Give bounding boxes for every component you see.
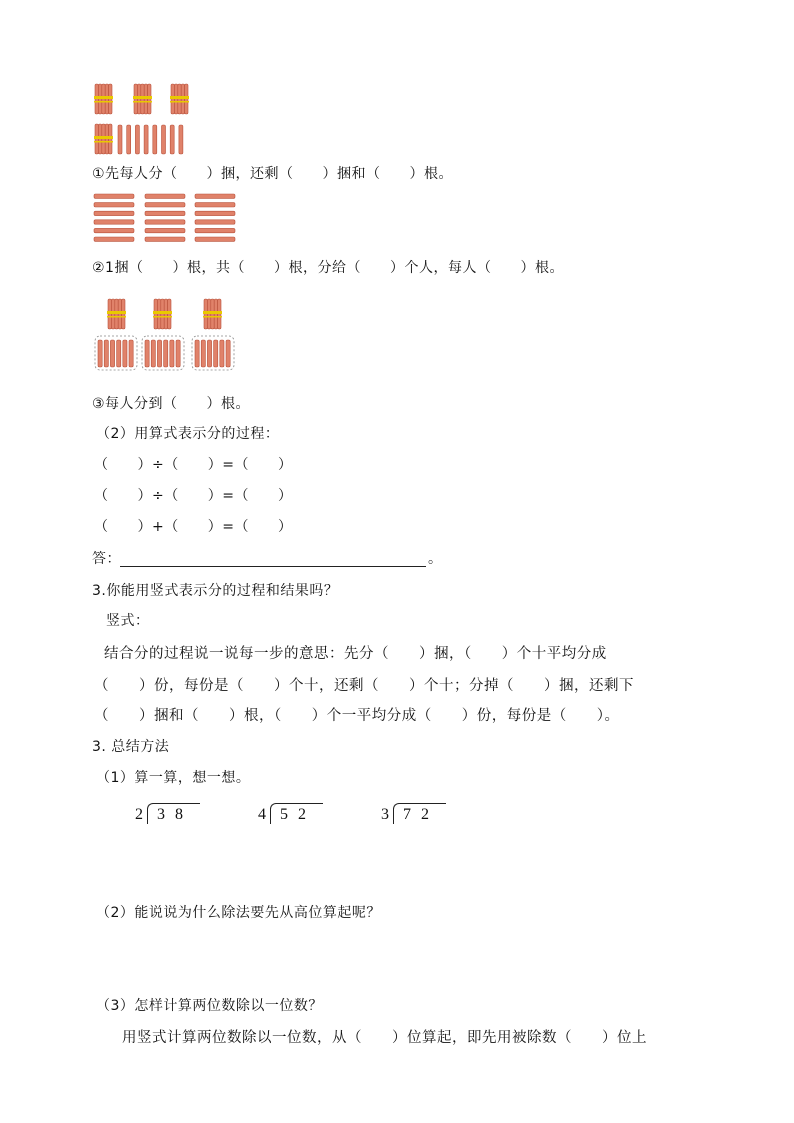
sub-question-2: （2）能说说为什么除法要先从高位算起呢？ xyxy=(96,905,381,921)
dividend: 7 2 xyxy=(403,806,432,823)
division-1 xyxy=(135,806,186,824)
grouped-stick xyxy=(195,340,199,367)
grouped-stick xyxy=(117,340,121,367)
question-3: ③每人分到（ ）根。 xyxy=(92,396,251,412)
equation-3: （ ）+（ ）=（ ） xyxy=(94,519,293,535)
question-1: ①先每人分（ ）捆，还剩（ ）捆和（ ）根。 xyxy=(92,166,454,182)
grouped-stick xyxy=(164,340,168,367)
grouped-stick xyxy=(170,340,174,367)
dashed-group-2 xyxy=(142,336,184,370)
bundle-band xyxy=(107,316,126,318)
grouped-stick xyxy=(220,340,224,367)
division-2 xyxy=(258,806,309,824)
answer-label: 答： xyxy=(92,551,121,567)
section-4-title: 3. 总结方法 xyxy=(92,739,170,755)
section-2-title: （2）用算式表示分的过程： xyxy=(96,426,280,442)
dividend: 3 8 xyxy=(157,806,186,823)
bundle-band xyxy=(203,311,222,314)
grouped-stick xyxy=(110,340,114,367)
bundle-band xyxy=(153,316,172,318)
dividend: 5 2 xyxy=(280,806,309,823)
divisor: 3 xyxy=(381,806,389,823)
bundle-band xyxy=(203,316,222,318)
grouped-stick xyxy=(129,340,133,367)
bundle-top-3 xyxy=(203,299,222,329)
grouped-stick xyxy=(157,340,161,367)
grouped-stick xyxy=(145,340,149,367)
bundle-top-1 xyxy=(107,299,126,329)
question-2: ②1捆（ ）根，共（ ）根，分给（ ）个人，每人（ ）根。 xyxy=(92,260,564,276)
grouped-stick xyxy=(104,340,108,367)
grouped-stick xyxy=(123,340,127,367)
answer-line[interactable] xyxy=(120,566,426,567)
grouped-stick xyxy=(214,340,218,367)
division-3 xyxy=(381,806,432,824)
explain-line-2: （ ）份，每份是（ ）个十，还剩（ ）个十；分掉（ ）捆，还剩下 xyxy=(94,678,634,694)
explain-line-1: 结合分的过程说一说每一步的意思：先分（ ）捆，（ ）个十平均分成 xyxy=(104,646,607,662)
grouped-stick xyxy=(98,340,102,367)
bundle-band xyxy=(153,311,172,314)
sub-question-3: （3）怎样计算两位数除以一位数？ xyxy=(96,998,323,1014)
divisor: 4 xyxy=(258,806,266,823)
dashed-group-1 xyxy=(95,336,137,370)
grouped-stick xyxy=(207,340,211,367)
explain-line-3: （ ）捆和（ ）根，（ ）个一平均分成（ ）份，每份是（ ）。 xyxy=(94,708,620,724)
grouped-stick xyxy=(226,340,230,367)
grouped-stick xyxy=(151,340,155,367)
bundle-top-2 xyxy=(153,299,172,329)
divisor: 2 xyxy=(135,806,143,823)
dashed-group-3 xyxy=(192,336,234,370)
grouped-stick xyxy=(201,340,205,367)
method-line: 用竖式计算两位数除以一位数，从（ ）位算起，即先用被除数（ ）位上 xyxy=(122,1030,647,1046)
answer-end: 。 xyxy=(428,551,443,567)
vertical-label: 竖式： xyxy=(106,613,150,629)
bundle-band xyxy=(107,311,126,314)
sub-question-1: （1）算一算，想一想。 xyxy=(96,770,251,786)
grouped-stick xyxy=(176,340,180,367)
equation-2: （ ）÷（ ）=（ ） xyxy=(94,488,293,504)
equation-1: （ ）÷（ ）=（ ） xyxy=(94,457,293,473)
section-3-title: 3.你能用竖式表示分的过程和结果吗？ xyxy=(92,583,339,599)
bundles-figure-3 xyxy=(0,0,794,380)
